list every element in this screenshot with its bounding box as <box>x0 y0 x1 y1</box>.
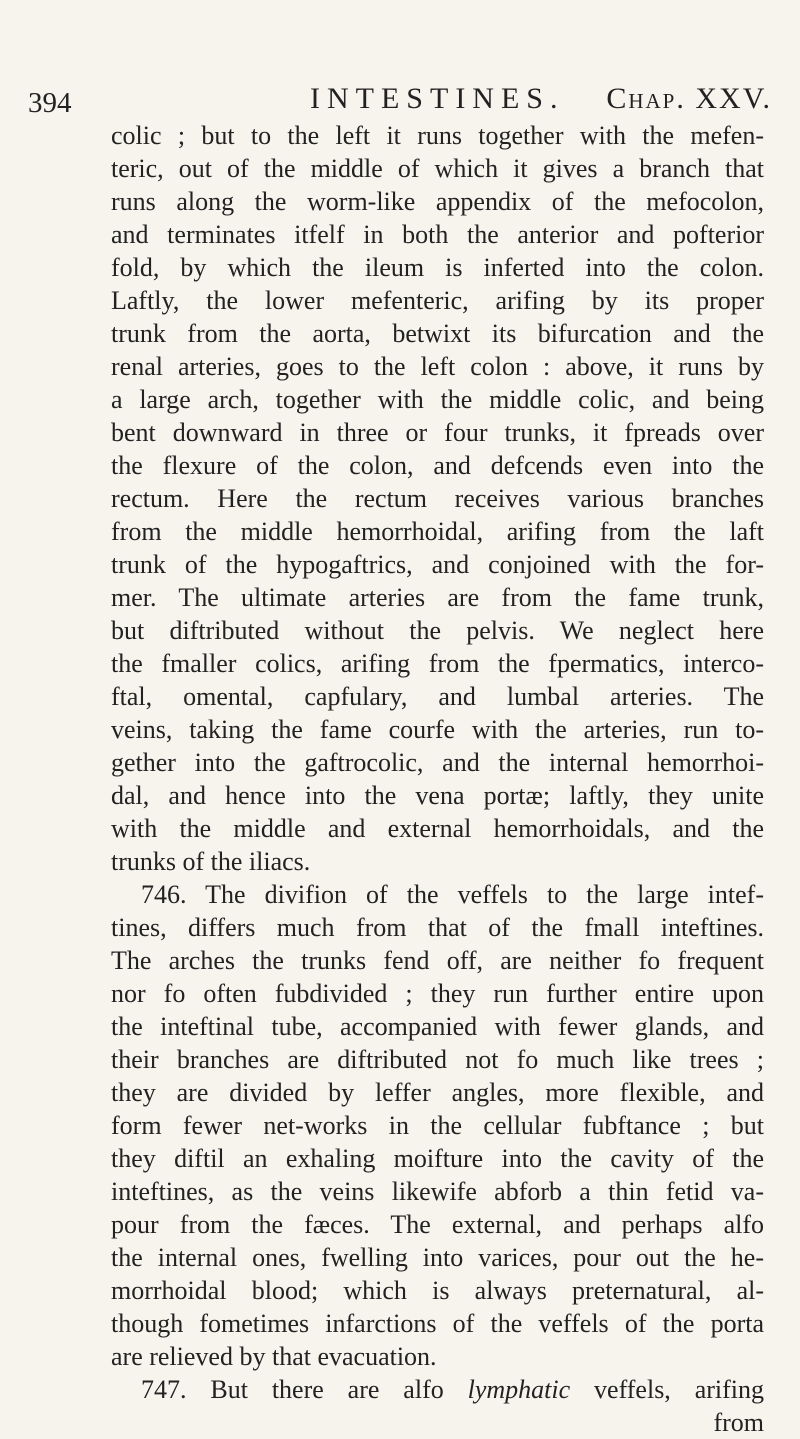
text-line: a large arch, together with the middle colic, and being <box>111 385 764 414</box>
text-line: ftal, omental, capfulary, and lumbal arteries. The <box>111 682 764 711</box>
text-line: their branches are diftributed not fo much like trees ; <box>111 1045 764 1074</box>
text-line: veins, taking the fame courfe with the arteries, run to- <box>111 715 764 744</box>
text-line: the inteftinal tube, accompanied with fewer glands, and <box>111 1012 764 1041</box>
text-line: renal arteries, goes to the left colon : above, it runs by <box>111 352 764 381</box>
text-line: mer. The ultimate arteries are from the fame trunk, <box>111 583 764 612</box>
text-line: tines, differs much from that of the fmall inteftines. <box>111 913 764 942</box>
text-line: trunk of the hypogaftrics, and conjoined with the for- <box>111 550 764 579</box>
text-line: nor fo often fubdivided ; they run further entire upon <box>111 979 764 1008</box>
text-line: the flexure of the colon, and defcends even into the <box>111 451 764 480</box>
text-line: trunks of the iliacs. <box>111 847 311 876</box>
text-line: though fometimes infarctions of the veffels of the porta <box>111 1309 764 1338</box>
text-line: but diftributed without the pelvis. We neglect here <box>111 616 764 645</box>
chapter-mark: Chap. XXV. <box>606 82 772 115</box>
text-line: colic ; but to the left it runs together with the mefen- <box>111 121 764 150</box>
text-line: runs along the worm-like appendix of the mefocolon, <box>111 187 764 216</box>
text-line: pour from the fæces. The external, and perhaps alfo <box>111 1210 764 1239</box>
text-line: from the middle hemorrhoidal, arifing from the laft <box>111 517 764 546</box>
text-line: fold, by which the ileum is inferted into the colon. <box>111 253 764 282</box>
lymphatic-term: lymphatic <box>467 1375 571 1404</box>
text-line: with the middle and external hemorrhoidals, and the <box>111 814 764 843</box>
text-line: they diftil an exhaling moifture into the cavity of the <box>111 1144 764 1173</box>
paragraph-747-tail: veffels, arifing <box>570 1375 764 1404</box>
text-line: trunk from the aorta, betwixt its bifurcation and the <box>111 319 764 348</box>
text-line: and terminates itfelf in both the anterior and pofterior <box>111 220 764 249</box>
text-line: bent downward in three or four trunks, it fpreads over <box>111 418 764 447</box>
text-line: inteftines, as the veins likewife abforb a thin fetid va- <box>111 1177 764 1206</box>
text-line: they are divided by leffer angles, more flexible, and <box>111 1078 764 1107</box>
text-line: The arches the trunks fend off, are neither fo frequent <box>111 946 764 975</box>
catchword: from <box>713 1408 764 1437</box>
page-header <box>28 82 772 119</box>
text-line: dal, and hence into the vena portæ; laftly, they unite <box>111 781 764 810</box>
text-line-last <box>111 1373 764 1406</box>
text-line: are relieved by that evacuation. <box>111 1342 437 1371</box>
text-line: the fmaller colics, arifing from the fpermatics, interco- <box>111 649 764 678</box>
page-number: 394 <box>28 87 72 119</box>
text-line: form fewer net-works in the cellular fubftance ; but <box>111 1111 764 1140</box>
text-line: morrhoidal blood; which is always preternatural, al- <box>111 1276 764 1305</box>
text-line: the internal ones, fwelling into varices, pour out the he- <box>111 1243 764 1272</box>
text-lines <box>111 119 764 1373</box>
text-line: rectum. Here the rectum receives various branches <box>111 484 764 513</box>
paragraph-747-lead: 747. But there are alfo <box>141 1375 468 1404</box>
text-line: 746. The divifion of the veffels to the large intef- <box>141 880 764 909</box>
text-line: Laftly, the lower mefenteric, arifing by its proper <box>111 286 764 315</box>
running-title: INTESTINES. <box>310 82 565 115</box>
text-line: gether into the gaftrocolic, and the internal hemorrhoi- <box>111 748 764 777</box>
body-text <box>111 119 764 1439</box>
text-line: teric, out of the middle of which it gives a branch that <box>111 154 764 183</box>
